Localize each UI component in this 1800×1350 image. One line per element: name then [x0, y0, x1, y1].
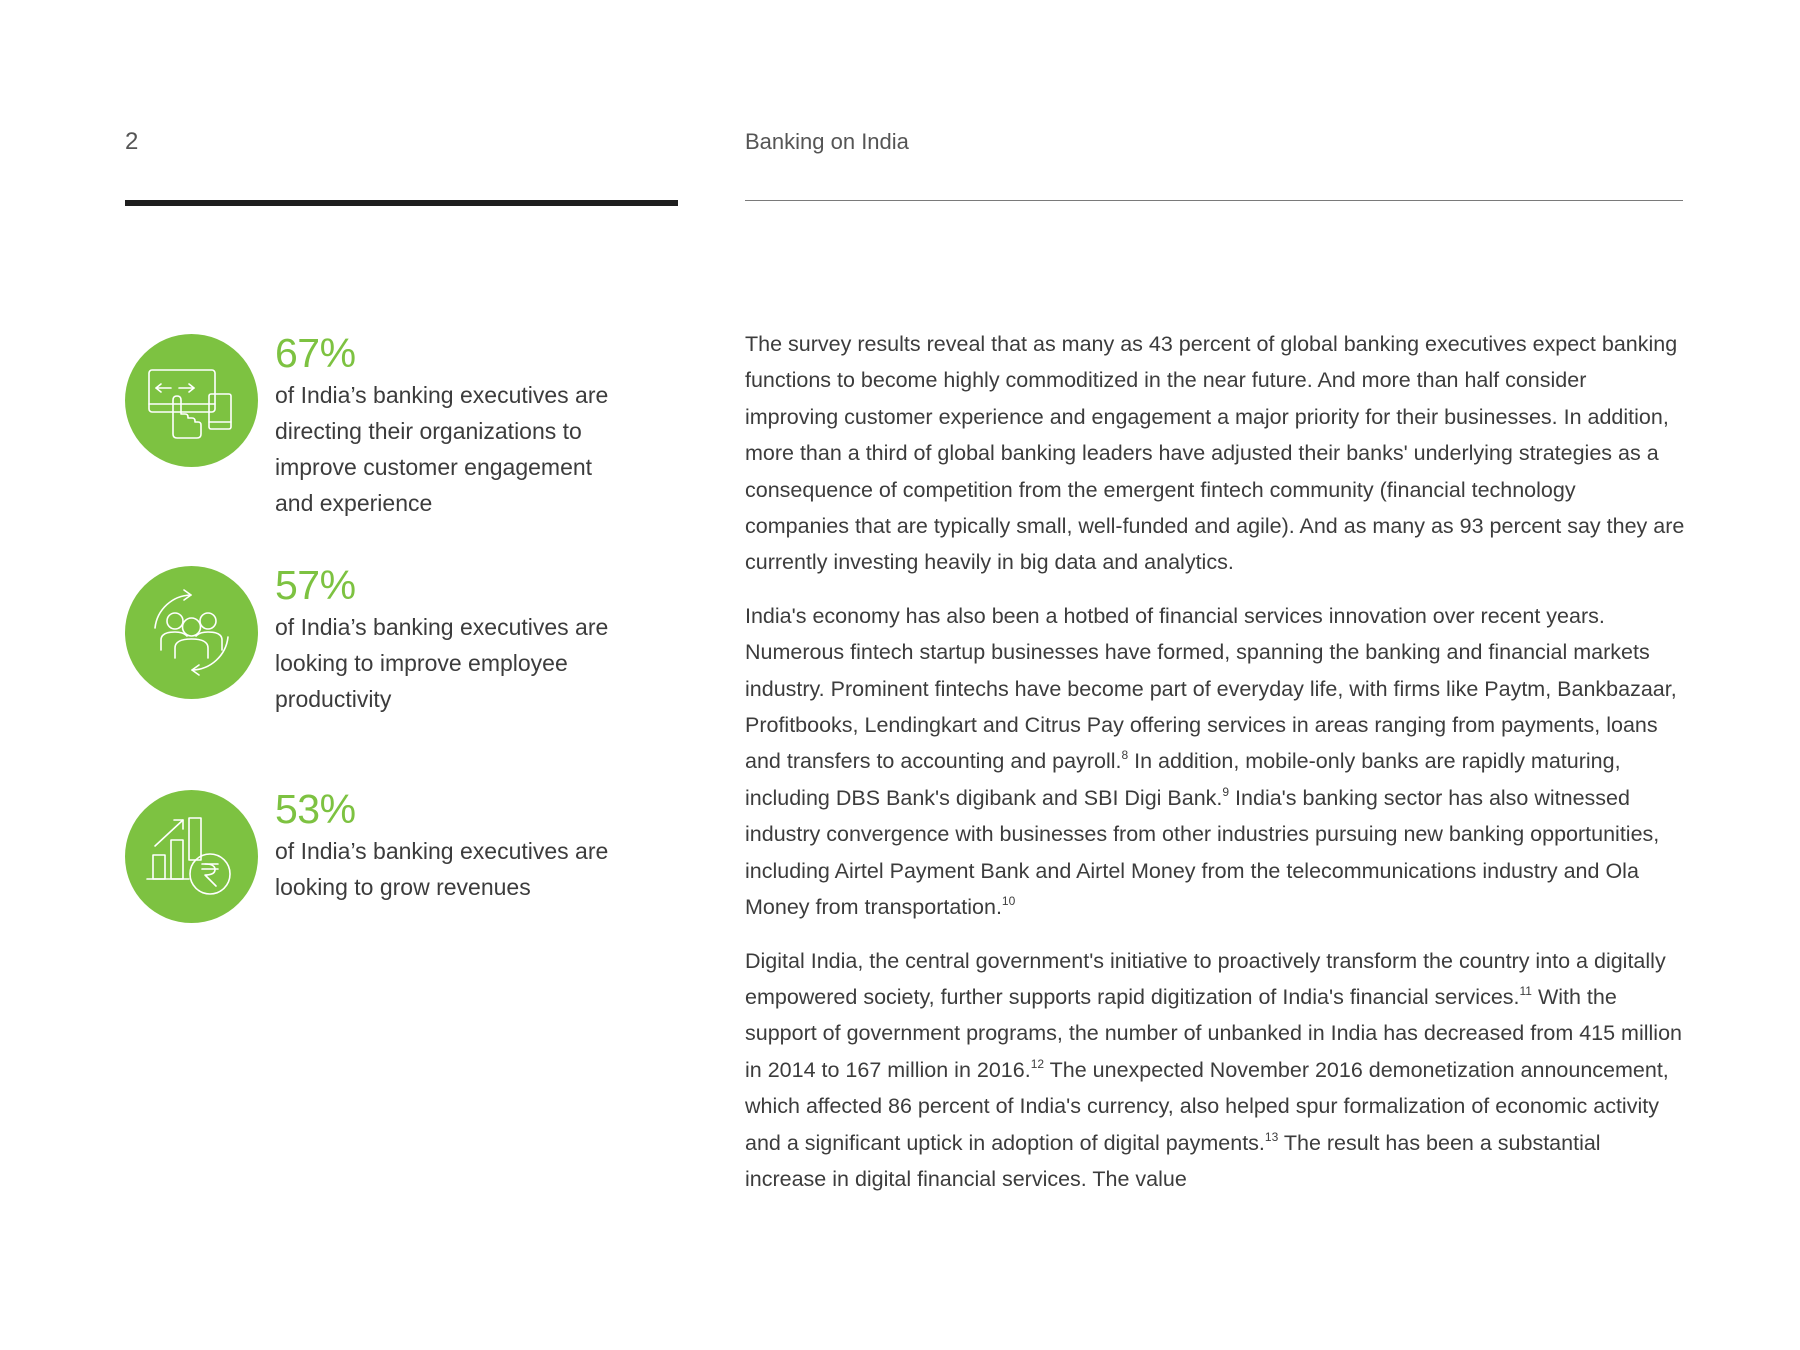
stat-description: of India’s banking executives are looking to improve employee productivity	[275, 614, 609, 712]
article-body	[745, 326, 1685, 1214]
stat-description: of India’s banking executives are directing their organizations to improve customer engagement and experience	[275, 382, 609, 516]
paragraph: Digital India, the central government's initiative to proactively transform the country into a digitally empowered society, further supports rapid digitization of India's financial services.$^{11}$ With the support of government programs, the number of unbanked in India has decreased from 415 million in 2014 to 167 million in 2016.12 The unexpected November 2016 demonetization announcement, which affected 86 percent of India's currency, also helped spur formalization of economic activity and a significant uptick in adoption of digital payments.$^{13}$ The result has been a substantial increase in digital financial services. The value	[745, 948, 1682, 1191]
right-heading-rule	[745, 200, 1683, 201]
stat-value: 53%	[275, 786, 356, 832]
left-heading-rule	[125, 200, 678, 206]
paragraph: India's economy has also been a hotbed of financial services innovation over recent years. Numerous fintech startup businesses have formed, spanning the banking and financial markets industry. Prominent fintechs have become part of everyday life, with firms like Paytm, Bankbazaar, Profitbooks, Lendingkart and Citrus Pay offering services in areas ranging from payments, loans and transfers to accounting and payroll.$^8$ In addition, mobile-only banks are rapidly maturing, including DBS Bank's digibank and SBI Digi Bank.$^9$ India's banking sector has also witnessed industry convergence with businesses from other industries pursuing new banking opportunities, including Airtel Payment Bank and Airtel Money from the telecommunications industry and Ola Money from transportation.$^{10}$	[745, 603, 1677, 920]
page-number: 2	[125, 128, 139, 155]
people-cycle-icon	[125, 566, 258, 699]
touch-devices-icon	[125, 334, 258, 467]
growth-rupee-icon	[125, 790, 258, 923]
footnote-ref: 13	[1264, 1129, 1279, 1144]
footnote-ref: 12	[1030, 1056, 1045, 1071]
footnote-ref: 11	[1519, 983, 1532, 998]
stat-value: 67%	[275, 330, 356, 376]
footnote-ref: 9	[1222, 784, 1230, 799]
stat-description: of India’s banking executives are looking to grow revenues	[275, 838, 609, 900]
footnote-ref: 10	[1001, 894, 1016, 909]
footnote-ref: 8	[1121, 748, 1129, 763]
document-title: Banking on India	[745, 129, 909, 154]
paragraph: The survey results reveal that as many as 43 percent of global banking executives expect banking functions to become highly commoditized in the near future. And more than half consider improving customer experience and engagement a major priority for their businesses. In addition, more than a third of global banking leaders have adjusted their banks' underlying strategies as a consequence of competition from the emergent fintech community (financial technology companies that are typically small, well-funded and agile). And as many as 93 percent say they are currently investing heavily in big data and analytics.	[745, 332, 1685, 575]
stat-value: 57%	[275, 562, 356, 608]
